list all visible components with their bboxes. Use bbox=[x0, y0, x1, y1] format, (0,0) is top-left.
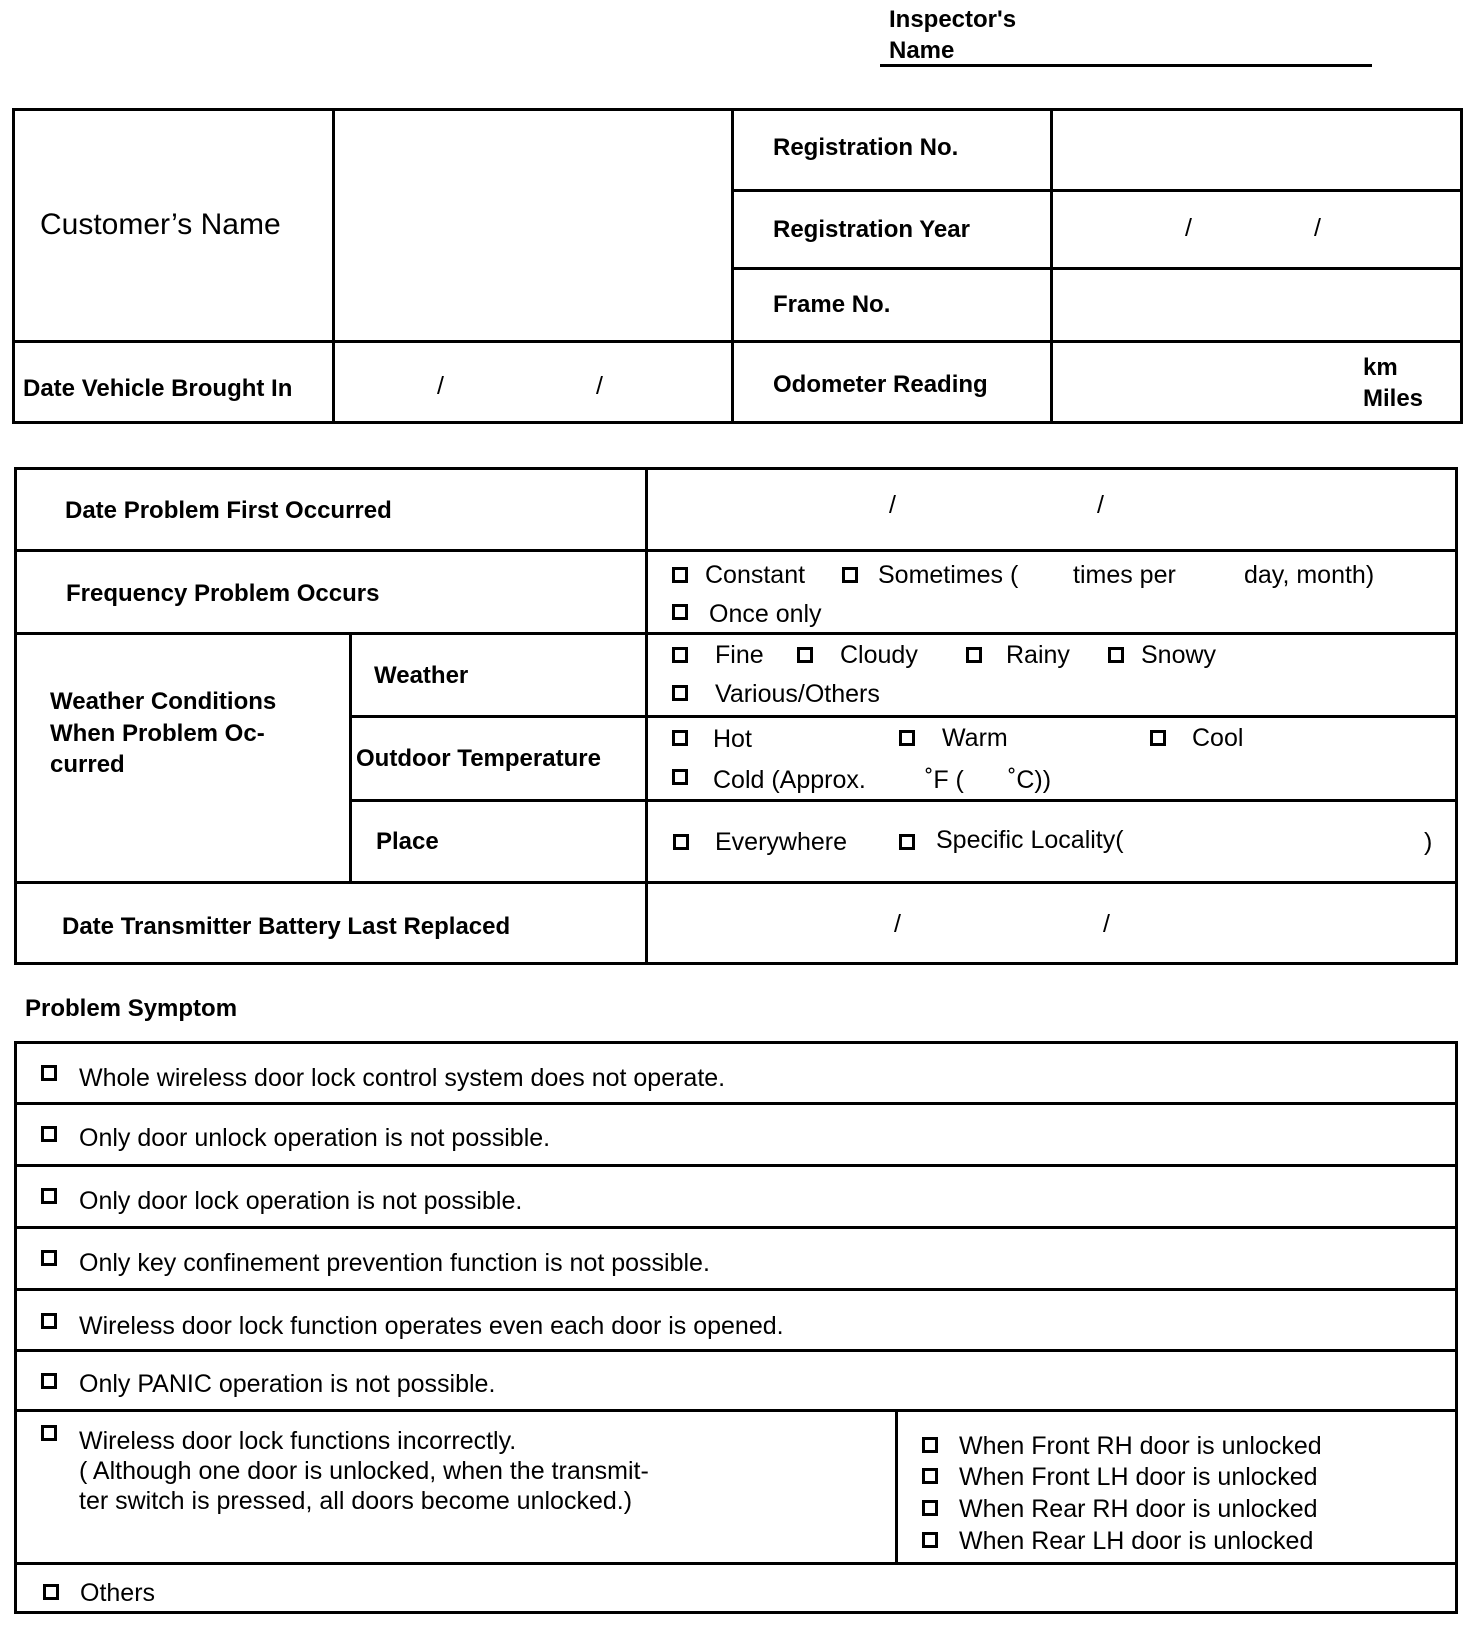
temperature-label: Outdoor Temperature bbox=[356, 745, 601, 772]
divider bbox=[731, 108, 734, 424]
date-separator: / bbox=[1185, 214, 1192, 242]
symptom-item: Only door unlock operation is not possible. bbox=[79, 1124, 551, 1152]
constant-label: Constant bbox=[705, 561, 806, 589]
divider bbox=[14, 1409, 1458, 1412]
date-brought-in-label: Date Vehicle Brought In bbox=[23, 375, 293, 402]
everywhere-label: Everywhere bbox=[715, 828, 847, 856]
warm-checkbox[interactable] bbox=[899, 730, 915, 746]
cold-checkbox[interactable] bbox=[672, 769, 688, 785]
odometer-unit-km: km bbox=[1363, 354, 1398, 381]
inspector-label-name: Name bbox=[889, 37, 955, 64]
sometimes-checkbox[interactable] bbox=[842, 567, 858, 583]
divider bbox=[14, 1349, 1458, 1352]
divider bbox=[895, 1409, 898, 1564]
customer-name-field[interactable] bbox=[336, 112, 730, 338]
divider bbox=[14, 632, 1458, 635]
snowy-label: Snowy bbox=[1141, 641, 1217, 669]
symptom-item: Only door lock operation is not possible. bbox=[79, 1187, 523, 1215]
symptom-item: Whole wireless door lock control system does not operate. bbox=[79, 1064, 726, 1092]
cold-label: Cold (Approx. bbox=[713, 766, 866, 794]
door-checkbox[interactable] bbox=[922, 1500, 938, 1516]
frame-no-field[interactable] bbox=[1054, 271, 1459, 339]
date-separator: / bbox=[894, 910, 901, 938]
rainy-checkbox[interactable] bbox=[966, 647, 982, 663]
divider bbox=[14, 1562, 1458, 1565]
celsius-label: ˚C)) bbox=[1008, 766, 1052, 794]
divider bbox=[14, 1164, 1458, 1167]
divider bbox=[14, 881, 1458, 884]
symptom-item: Wireless door lock functions incorrectly. bbox=[79, 1427, 517, 1455]
door-option: When Front RH door is unlocked bbox=[959, 1432, 1322, 1460]
cool-checkbox[interactable] bbox=[1150, 730, 1166, 746]
symptom-item-detail: ( Although one door is unlocked, when the transmit- bbox=[79, 1457, 649, 1485]
divider bbox=[1050, 108, 1053, 424]
divider bbox=[14, 1102, 1458, 1105]
times-per-label: times per bbox=[1073, 561, 1176, 589]
date-separator: / bbox=[889, 491, 896, 519]
day-month-label: day, month) bbox=[1244, 561, 1375, 589]
divider bbox=[14, 1226, 1458, 1229]
date-first-label: Date Problem First Occurred bbox=[65, 497, 392, 524]
weather-group-label: When Problem Oc- bbox=[50, 720, 265, 747]
divider bbox=[731, 267, 1463, 270]
once-checkbox[interactable] bbox=[672, 604, 688, 620]
symptom-checkbox[interactable] bbox=[41, 1373, 57, 1389]
divider bbox=[349, 799, 1458, 802]
everywhere-checkbox[interactable] bbox=[673, 834, 689, 850]
registration-year-label: Registration Year bbox=[773, 216, 970, 243]
divider bbox=[349, 633, 352, 883]
various-checkbox[interactable] bbox=[672, 685, 688, 701]
door-option: When Rear RH door is unlocked bbox=[959, 1495, 1318, 1523]
door-option: When Rear LH door is unlocked bbox=[959, 1527, 1314, 1555]
door-checkbox[interactable] bbox=[922, 1468, 938, 1484]
date-separator: / bbox=[596, 372, 603, 400]
divider bbox=[12, 340, 1463, 343]
weather-label: Weather bbox=[374, 662, 469, 689]
divider bbox=[731, 189, 1463, 192]
inspector-label: Inspector's bbox=[889, 6, 1017, 33]
odometer-unit-miles: Miles bbox=[1363, 385, 1424, 412]
hot-checkbox[interactable] bbox=[672, 730, 688, 746]
date-separator: / bbox=[1097, 491, 1104, 519]
others-checkbox[interactable] bbox=[43, 1584, 59, 1600]
divider bbox=[14, 549, 1458, 552]
divider bbox=[349, 715, 1458, 718]
symptom-item: Only PANIC operation is not possible. bbox=[79, 1370, 496, 1398]
once-label: Once only bbox=[709, 600, 822, 628]
problem-symptom-heading: Problem Symptom bbox=[25, 995, 238, 1022]
symptom-checkbox[interactable] bbox=[41, 1313, 57, 1329]
symptom-item-detail: ter switch is pressed, all doors become unlocked.) bbox=[79, 1487, 633, 1515]
sometimes-label: Sometimes ( bbox=[878, 561, 1019, 589]
date-separator: / bbox=[1103, 910, 1110, 938]
constant-checkbox[interactable] bbox=[672, 567, 688, 583]
door-option: When Front LH door is unlocked bbox=[959, 1463, 1318, 1491]
customer-name-label: Customer’s Name bbox=[40, 208, 281, 241]
registration-no-label: Registration No. bbox=[773, 134, 959, 161]
fine-checkbox[interactable] bbox=[672, 647, 688, 663]
others-label: Others bbox=[80, 1579, 156, 1607]
symptom-checkbox[interactable] bbox=[41, 1425, 57, 1441]
cloudy-label: Cloudy bbox=[840, 641, 918, 669]
symptom-checkbox[interactable] bbox=[41, 1065, 57, 1081]
divider bbox=[14, 1288, 1458, 1291]
hot-label: Hot bbox=[713, 725, 752, 753]
divider bbox=[332, 108, 335, 424]
symptom-checkbox[interactable] bbox=[41, 1250, 57, 1266]
odometer-label: Odometer Reading bbox=[773, 371, 988, 398]
cool-label: Cool bbox=[1192, 724, 1244, 752]
specific-locality-close: ) bbox=[1424, 828, 1433, 856]
frame-no-label: Frame No. bbox=[773, 291, 891, 318]
rainy-label: Rainy bbox=[1006, 641, 1070, 669]
weather-group-label: curred bbox=[50, 751, 125, 778]
symptom-item: Wireless door lock function operates even each door is opened. bbox=[79, 1312, 784, 1340]
fahrenheit-label: ˚F ( bbox=[925, 766, 964, 794]
inspector-name-field[interactable] bbox=[880, 64, 1372, 67]
fine-label: Fine bbox=[715, 641, 764, 669]
warm-label: Warm bbox=[942, 724, 1008, 752]
frequency-label: Frequency Problem Occurs bbox=[66, 580, 380, 607]
symptom-checkbox[interactable] bbox=[41, 1188, 57, 1204]
door-checkbox[interactable] bbox=[922, 1532, 938, 1548]
place-label: Place bbox=[376, 828, 439, 855]
door-checkbox[interactable] bbox=[922, 1437, 938, 1453]
weather-group-label: Weather Conditions bbox=[50, 688, 277, 715]
registration-no-field[interactable] bbox=[1054, 112, 1459, 188]
specific-locality-label: Specific Locality( bbox=[936, 826, 1124, 854]
snowy-checkbox[interactable] bbox=[1108, 647, 1124, 663]
date-separator: / bbox=[437, 372, 444, 400]
cloudy-checkbox[interactable] bbox=[797, 647, 813, 663]
symptom-checkbox[interactable] bbox=[41, 1126, 57, 1142]
specific-locality-checkbox[interactable] bbox=[899, 834, 915, 850]
battery-label: Date Transmitter Battery Last Replaced bbox=[62, 913, 511, 940]
symptom-item: Only key confinement prevention function is not possible. bbox=[79, 1249, 710, 1277]
date-separator: / bbox=[1314, 214, 1321, 242]
various-label: Various/Others bbox=[715, 680, 880, 708]
